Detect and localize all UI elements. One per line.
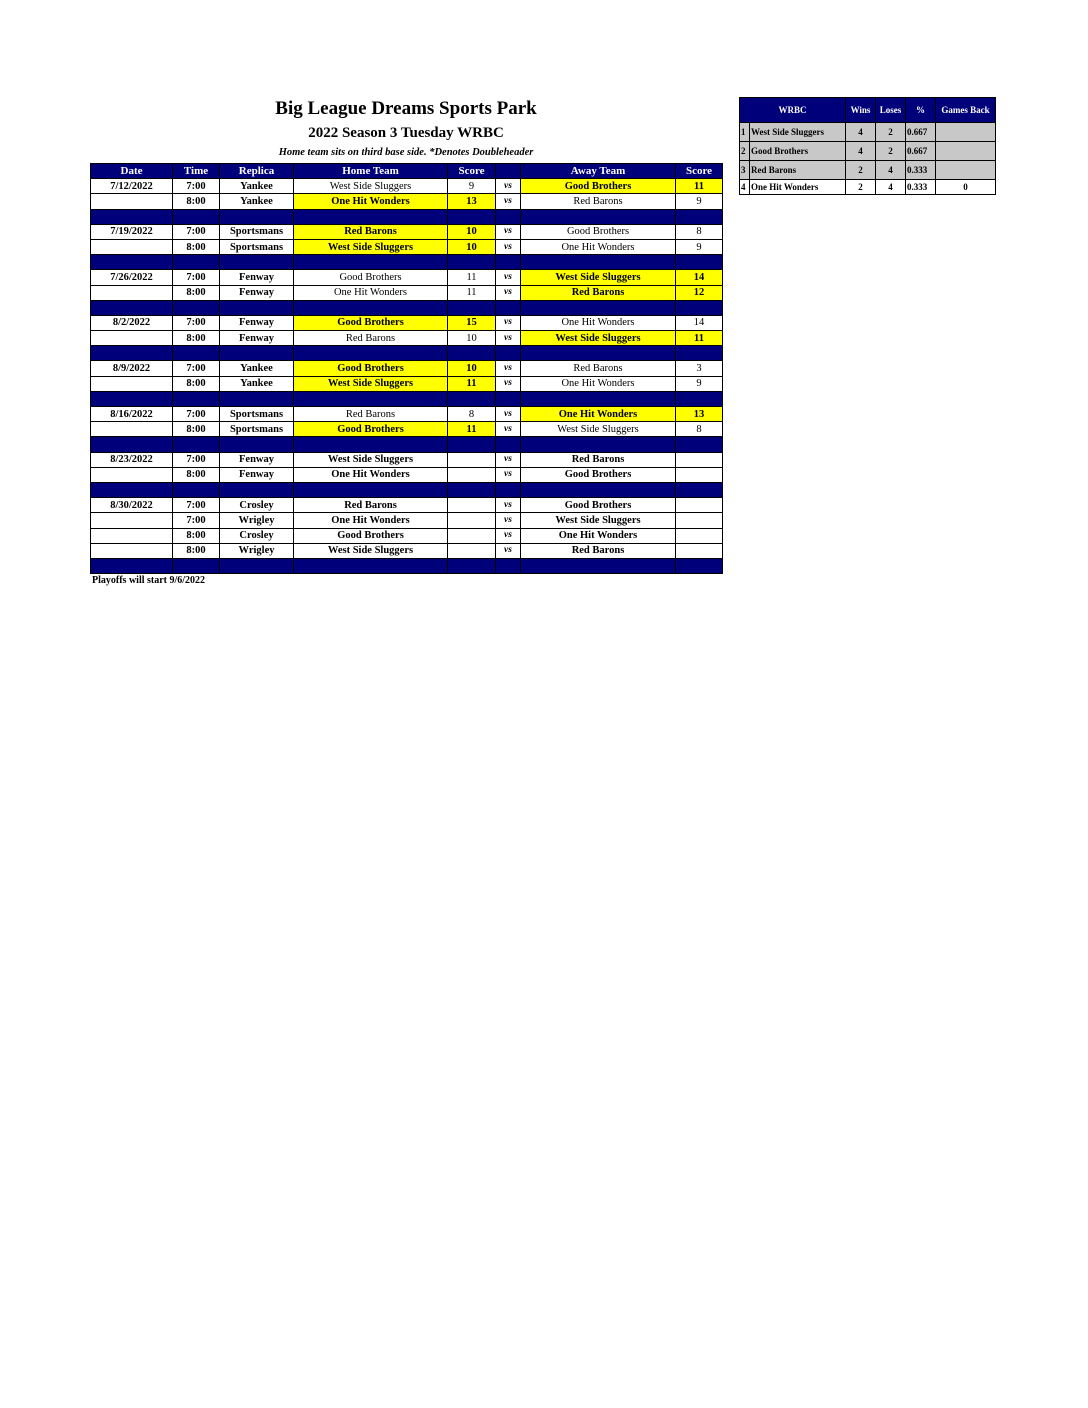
time-cell: 7:00 [173,179,220,194]
away-team-cell: One Hit Wonders [521,315,676,330]
away-team-cell: West Side Sluggers [521,422,676,437]
vs-cell: vs [496,239,521,254]
separator-cell [173,482,220,497]
col-home-score-header: Score [448,164,496,179]
away-team-cell: Red Barons [521,194,676,209]
game-row [91,498,723,513]
replica-field-cell: Sportsmans [220,239,294,254]
home-score-cell: 15 [448,315,496,330]
away-team-cell: Good Brothers [521,467,676,482]
away-score-cell: 9 [676,239,723,254]
wins-cell: 4 [846,123,876,142]
page-title: Big League Dreams Sports Park [275,98,537,119]
replica-field-cell: Yankee [220,376,294,391]
game-row [91,422,723,437]
vs-cell: vs [496,513,521,528]
separator-cell [91,346,173,361]
away-score-cell: 9 [676,194,723,209]
games-back-cell [936,123,996,142]
loses-cell: 2 [876,142,906,161]
away-team-cell: One Hit Wonders [521,239,676,254]
separator-cell [676,255,723,270]
separator-cell [173,391,220,406]
home-team-cell: Good Brothers [294,361,448,376]
away-team-cell: One Hit Wonders [521,528,676,543]
time-cell: 7:00 [173,224,220,239]
game-row [91,407,723,422]
game-row [91,285,723,300]
home-team-cell: West Side Sluggers [294,179,448,194]
col-away-team-header: Away Team [521,164,676,179]
rank-cell: 1 [740,123,750,142]
loses-cell: 4 [876,161,906,180]
time-cell: 7:00 [173,361,220,376]
game-row [91,467,723,482]
time-cell: 7:00 [173,270,220,285]
separator-cell [521,300,676,315]
games-back-cell [936,142,996,161]
standings-row [740,180,996,195]
separator-cell [448,437,496,452]
vs-cell: vs [496,452,521,467]
col-away-score-header: Score [676,164,723,179]
separator-cell [173,558,220,573]
home-score-cell: 10 [448,361,496,376]
separator-cell [448,255,496,270]
separator-cell [91,255,173,270]
date-cell [91,513,173,528]
home-score-cell: 11 [448,270,496,285]
week-separator-row [91,391,723,406]
away-score-cell [676,543,723,558]
home-team-cell: Good Brothers [294,270,448,285]
separator-cell [496,300,521,315]
separator-cell [496,437,521,452]
team-cell: Red Barons [750,161,846,180]
game-row [91,331,723,346]
away-score-cell [676,513,723,528]
week-separator-row [91,482,723,497]
home-score-cell [448,513,496,528]
date-cell [91,285,173,300]
standings-row [740,123,996,142]
home-score-cell: 11 [448,285,496,300]
away-score-cell: 11 [676,179,723,194]
page-subtitle: 2022 Season 3 Tuesday WRBC [308,125,504,141]
time-cell: 7:00 [173,315,220,330]
home-score-cell: 8 [448,407,496,422]
separator-cell [496,391,521,406]
away-score-cell: 3 [676,361,723,376]
separator-cell [294,209,448,224]
away-score-cell: 14 [676,270,723,285]
separator-cell [676,391,723,406]
separator-cell [91,482,173,497]
game-row [91,361,723,376]
schedule-table [90,163,723,574]
game-row [91,452,723,467]
separator-cell [294,300,448,315]
home-score-cell [448,452,496,467]
playoffs-note: Playoffs will start 9/6/2022 [92,575,206,586]
time-cell: 7:00 [173,498,220,513]
home-score-cell: 11 [448,422,496,437]
pct-cell: 0.667 [906,142,936,161]
date-cell: 7/12/2022 [91,179,173,194]
vs-cell: vs [496,194,521,209]
home-team-cell: One Hit Wonders [294,285,448,300]
separator-cell [294,437,448,452]
home-score-cell: 11 [448,376,496,391]
game-row [91,376,723,391]
standings-league-header: WRBC [740,98,846,123]
separator-cell [220,300,294,315]
separator-cell [496,346,521,361]
away-score-cell: 14 [676,315,723,330]
separator-cell [448,346,496,361]
separator-cell [220,255,294,270]
col-replica-header: Replica [220,164,294,179]
separator-cell [448,300,496,315]
vs-cell: vs [496,376,521,391]
replica-field-cell: Sportsmans [220,422,294,437]
separator-cell [521,346,676,361]
col-date-header: Date [91,164,173,179]
separator-cell [521,558,676,573]
separator-cell [220,391,294,406]
standings-games-back-header: Games Back [936,98,996,123]
date-cell: 8/30/2022 [91,498,173,513]
pct-cell: 0.333 [906,161,936,180]
vs-cell: vs [496,528,521,543]
standings-loses-header: Loses [876,98,906,123]
home-team-cell: Red Barons [294,498,448,513]
vs-cell: vs [496,498,521,513]
game-row [91,224,723,239]
loses-cell: 4 [876,180,906,195]
vs-cell: vs [496,270,521,285]
game-row [91,239,723,254]
away-score-cell: 11 [676,331,723,346]
replica-field-cell: Yankee [220,179,294,194]
away-team-cell: Good Brothers [521,179,676,194]
home-team-cell: One Hit Wonders [294,513,448,528]
time-cell: 8:00 [173,376,220,391]
schedule-header-row [91,164,723,179]
home-score-cell: 10 [448,224,496,239]
time-cell: 8:00 [173,285,220,300]
replica-field-cell: Crosley [220,528,294,543]
away-team-cell: One Hit Wonders [521,376,676,391]
separator-cell [294,482,448,497]
replica-field-cell: Sportsmans [220,407,294,422]
home-team-cell: One Hit Wonders [294,194,448,209]
away-team-cell: One Hit Wonders [521,407,676,422]
pct-cell: 0.333 [906,180,936,195]
separator-cell [496,558,521,573]
time-cell: 8:00 [173,543,220,558]
away-team-cell: Red Barons [521,285,676,300]
time-cell: 8:00 [173,528,220,543]
separator-cell [173,255,220,270]
vs-cell: vs [496,422,521,437]
separator-cell [173,437,220,452]
separator-cell [220,346,294,361]
vs-cell: vs [496,285,521,300]
game-row [91,513,723,528]
home-score-cell [448,467,496,482]
away-score-cell: 12 [676,285,723,300]
date-cell: 7/26/2022 [91,270,173,285]
separator-cell [521,255,676,270]
home-score-cell: 13 [448,194,496,209]
standings-wins-header: Wins [846,98,876,123]
home-score-cell: 10 [448,239,496,254]
separator-cell [676,209,723,224]
time-cell: 7:00 [173,407,220,422]
separator-cell [173,209,220,224]
replica-field-cell: Yankee [220,194,294,209]
separator-cell [91,437,173,452]
time-cell: 8:00 [173,467,220,482]
week-separator-row [91,209,723,224]
home-score-cell: 10 [448,331,496,346]
vs-cell: vs [496,179,521,194]
separator-cell [448,558,496,573]
away-team-cell: Red Barons [521,361,676,376]
home-team-cell: West Side Sluggers [294,239,448,254]
separator-cell [676,558,723,573]
home-team-cell: Red Barons [294,224,448,239]
wins-cell: 2 [846,180,876,195]
loses-cell: 2 [876,123,906,142]
wins-cell: 2 [846,161,876,180]
date-cell [91,194,173,209]
separator-cell [91,558,173,573]
home-team-cell: One Hit Wonders [294,467,448,482]
week-separator-row [91,300,723,315]
date-cell [91,543,173,558]
rank-cell: 3 [740,161,750,180]
replica-field-cell: Crosley [220,498,294,513]
team-cell: One Hit Wonders [750,180,846,195]
rank-cell: 2 [740,142,750,161]
replica-field-cell: Wrigley [220,543,294,558]
separator-cell [676,300,723,315]
time-cell: 7:00 [173,452,220,467]
time-cell: 8:00 [173,194,220,209]
date-cell [91,467,173,482]
separator-cell [448,391,496,406]
separator-cell [496,482,521,497]
time-cell: 8:00 [173,331,220,346]
home-score-cell [448,498,496,513]
replica-field-cell: Yankee [220,361,294,376]
home-team-cell: Good Brothers [294,315,448,330]
separator-cell [91,209,173,224]
standings-row [740,142,996,161]
pct-cell: 0.667 [906,123,936,142]
away-team-cell: Red Barons [521,543,676,558]
separator-cell [521,209,676,224]
home-team-cell: Red Barons [294,407,448,422]
separator-cell [220,209,294,224]
time-cell: 8:00 [173,422,220,437]
separator-cell [173,300,220,315]
standings-table [739,97,996,195]
replica-field-cell: Wrigley [220,513,294,528]
game-row [91,528,723,543]
team-cell: Good Brothers [750,142,846,161]
replica-field-cell: Fenway [220,467,294,482]
away-score-cell [676,498,723,513]
date-cell: 8/16/2022 [91,407,173,422]
away-team-cell: Red Barons [521,452,676,467]
separator-cell [173,346,220,361]
vs-cell: vs [496,331,521,346]
separator-cell [220,558,294,573]
separator-cell [294,255,448,270]
home-team-cell: Good Brothers [294,422,448,437]
home-team-cell: West Side Sluggers [294,452,448,467]
date-cell [91,239,173,254]
home-team-cell: Red Barons [294,331,448,346]
games-back-cell: 0 [936,180,996,195]
away-score-cell [676,528,723,543]
home-score-cell [448,528,496,543]
separator-cell [294,558,448,573]
week-separator-row [91,437,723,452]
vs-cell: vs [496,543,521,558]
date-cell: 8/2/2022 [91,315,173,330]
games-back-cell [936,161,996,180]
date-cell: 8/23/2022 [91,452,173,467]
away-team-cell: West Side Sluggers [521,331,676,346]
date-cell [91,376,173,391]
replica-field-cell: Fenway [220,285,294,300]
separator-cell [91,391,173,406]
separator-cell [521,437,676,452]
separator-cell [521,482,676,497]
away-score-cell: 8 [676,422,723,437]
vs-cell: vs [496,224,521,239]
away-team-cell: West Side Sluggers [521,270,676,285]
time-cell: 7:00 [173,513,220,528]
standings-pct-header: % [906,98,936,123]
replica-field-cell: Fenway [220,452,294,467]
separator-cell [220,437,294,452]
home-team-cell: Good Brothers [294,528,448,543]
game-row [91,315,723,330]
col-vs-header [496,164,521,179]
away-score-cell: 9 [676,376,723,391]
home-score-cell [448,543,496,558]
away-team-cell: Good Brothers [521,498,676,513]
home-team-cell: West Side Sluggers [294,376,448,391]
date-cell [91,528,173,543]
week-separator-row [91,255,723,270]
away-team-cell: West Side Sluggers [521,513,676,528]
away-team-cell: Good Brothers [521,224,676,239]
wins-cell: 4 [846,142,876,161]
home-score-cell: 9 [448,179,496,194]
home-team-cell: West Side Sluggers [294,543,448,558]
col-time-header: Time [173,164,220,179]
standings-row [740,161,996,180]
standings-header-row [740,98,996,123]
separator-cell [448,482,496,497]
schedule-note: Home team sits on third base side. *Denotes Doubleheader [278,147,534,158]
separator-cell [496,209,521,224]
vs-cell: vs [496,315,521,330]
date-cell: 8/9/2022 [91,361,173,376]
replica-field-cell: Fenway [220,315,294,330]
vs-cell: vs [496,407,521,422]
week-separator-row [91,346,723,361]
separator-cell [676,437,723,452]
separator-cell [521,391,676,406]
separator-cell [294,346,448,361]
away-score-cell [676,467,723,482]
separator-cell [91,300,173,315]
game-row [91,270,723,285]
date-cell [91,331,173,346]
vs-cell: vs [496,467,521,482]
game-row [91,179,723,194]
game-row [91,194,723,209]
replica-field-cell: Fenway [220,331,294,346]
separator-cell [294,391,448,406]
rank-cell: 4 [740,180,750,195]
separator-cell [448,209,496,224]
time-cell: 8:00 [173,239,220,254]
week-separator-row [91,558,723,573]
separator-cell [220,482,294,497]
date-cell [91,422,173,437]
away-score-cell: 13 [676,407,723,422]
vs-cell: vs [496,361,521,376]
separator-cell [676,482,723,497]
away-score-cell [676,452,723,467]
game-row [91,543,723,558]
replica-field-cell: Fenway [220,270,294,285]
separator-cell [496,255,521,270]
away-score-cell: 8 [676,224,723,239]
col-home-team-header: Home Team [294,164,448,179]
replica-field-cell: Sportsmans [220,224,294,239]
separator-cell [676,346,723,361]
date-cell: 7/19/2022 [91,224,173,239]
team-cell: West Side Sluggers [750,123,846,142]
